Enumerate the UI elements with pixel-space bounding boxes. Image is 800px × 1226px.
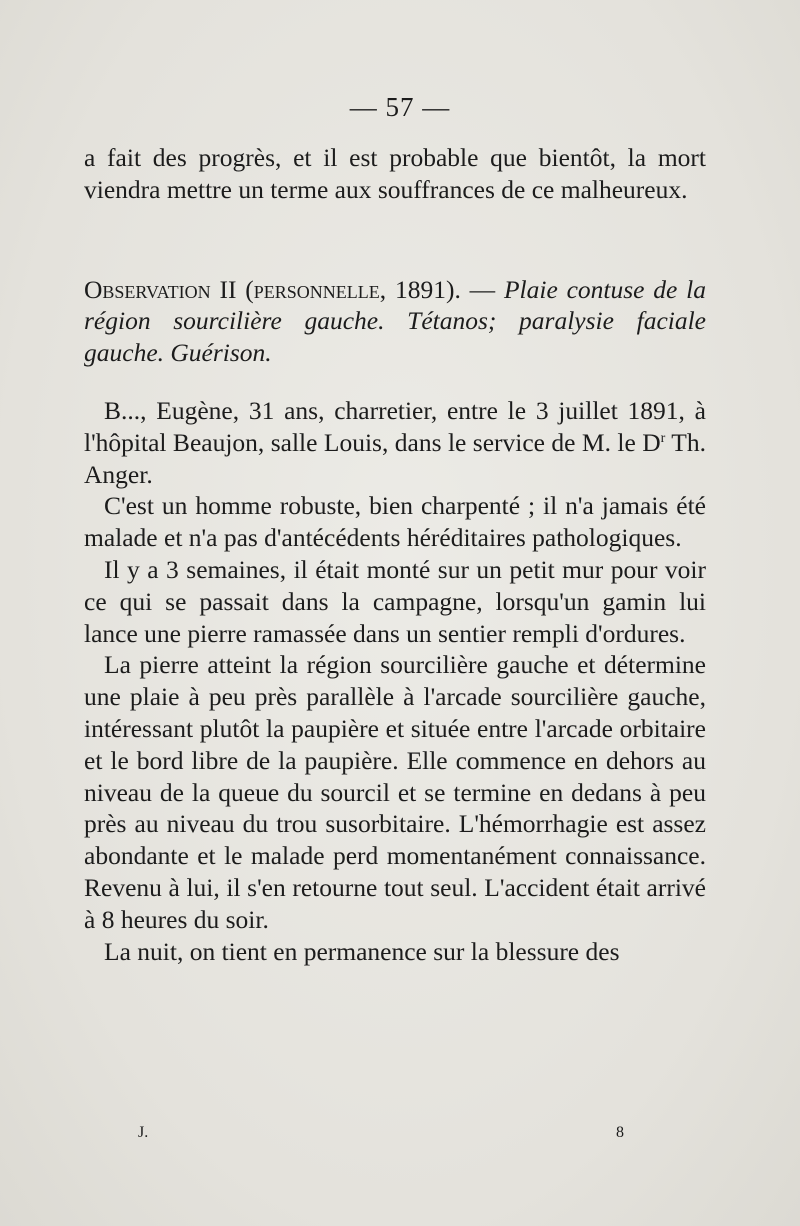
observation-title: Plaie contuse de la région sourcilière gauche. Tétanos; paralysie faciale gauche. Guérison. (84, 274, 706, 368)
paragraph-wound-description: La pierre atteint la région sourcilière gauche et détermine une plaie à peu près parallèle à l'arcade sourcilière gauche, intéressant plutôt la paupière et située entre l'arcade orbitaire et le bord libre de la paupière. Elle commence en dehors au niveau de la queue du sourcil et se termine en dedans à peu près au niveau du trou susorbitaire. L'hémorrhagie est assez abondante et le malade perd momentanément connaissance. Revenu à lui, il s'en retourne tout seul. L'accident était arrivé à 8 heures du soir. (84, 650, 706, 934)
paragraph-night-care: La nuit, on tient en permanence sur la blessure des (104, 936, 620, 966)
observation-heading (84, 274, 706, 369)
page-number: — 57 — (349, 92, 451, 122)
admission-text: B..., Eugène, 31 ans, charretier, entre le 3 juillet 1891, à l'hôpital Beaujon, salle Louis, dans le service de M. le D (84, 395, 706, 457)
signature-mark-right: 8 (616, 1124, 624, 1141)
observation-source: (personnelle, 1891). — (236, 274, 504, 304)
doctor-superscript: r (660, 430, 666, 446)
observation-label: Observation II (84, 274, 237, 304)
signature-mark-left: J. (138, 1124, 149, 1141)
admission-doctor: Th. Anger. (84, 427, 706, 489)
paragraph-patient-history: C'est un homme robuste, bien charpenté ; il n'a jamais été malade et n'a pas d'antécédents héréditaires pathologiques. (84, 491, 706, 553)
paragraph-patient-admission (84, 395, 706, 490)
paragraph-continuation: a fait des progrès, et il est probable que bientôt, la mort viendra mettre un terme aux souffrances de ce malheureux. (84, 143, 706, 204)
paragraph-accident: Il y a 3 semaines, il était monté sur un petit mur pour voir ce qui se passait dans la campagne, lorsqu'un gamin lui lance une pierre ramassée dans un sentier rempli d'ordures. (84, 554, 706, 648)
page-body (84, 142, 706, 967)
